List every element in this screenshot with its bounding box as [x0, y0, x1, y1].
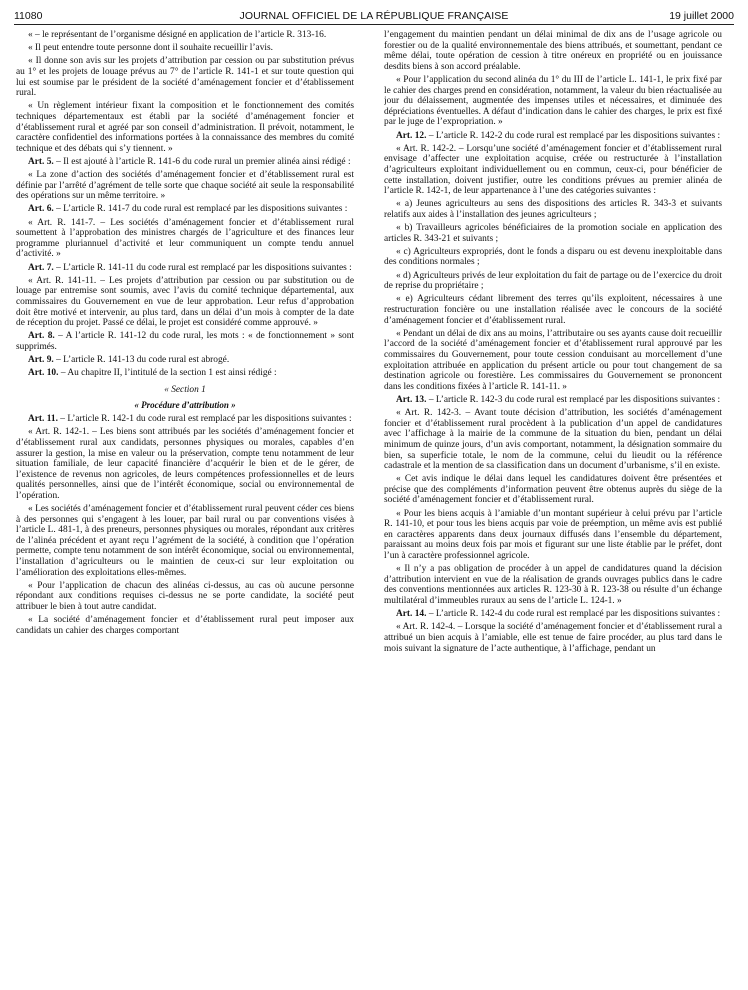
article-paragraph [16, 263, 354, 274]
article-text: – L’article R. 141-11 du code rural est remplacé par les dispositions suivantes : [53, 262, 352, 273]
body-paragraph: l’engagement du maintien pendant un délai minimal de dix ans de l’usage agricole ou forestier ou de la qualité environnementale des biens attribués, et soumettant, pendant ce même délai, toute opération de cession à titre onéreux en propriété ou en jouissance desdits biens à son accord préalable. [384, 30, 722, 72]
header-rule [14, 24, 734, 25]
body-paragraph: « a) Jeunes agriculteurs au sens des dispositions des articles R. 343-3 et suivants relatifs aux aides à l’installation des jeunes agriculteurs ; [384, 199, 722, 220]
article-paragraph [384, 609, 722, 620]
body-paragraph: « Pendant un délai de dix ans au moins, l’attributaire ou ses ayants cause doit recueillir l’accord de la société d’aménagement foncier et d’établissement rural approuvé par les commissaires du Gouvernement, pour toute cession conduisant au morcellement d’une exploitation attribuée en application du présent article ou pour tout changement de sa destination agricole ou forestière. Les commissaires du Gouvernement se prononcent dans les conditions fixées à l’article R. 141-11. » [384, 328, 722, 392]
article-paragraph [16, 368, 354, 379]
article-number: Art. 5. [28, 156, 54, 167]
body-paragraph: « Art. R. 142-2. – Lorsqu’une société d’aménagement foncier et d’établissement rural envisage d’affecter une exploitation acquise, créée ou restructurée à l’installation d’agriculteurs exploitant individuellement ou en commun, ceux-ci, pour bénéficier de cette installation, doivent justifier, outre les conditions prévues au premier alinéa de l’article R. 142-1, de leur appartenance à l’une des catégories suivantes : [384, 143, 722, 197]
section-heading: « Section 1 [164, 384, 206, 395]
article-number: Art. 8. [28, 331, 55, 342]
article-text: – L’article R. 141-7 du code rural est remplacé par les dispositions suivantes : [53, 204, 348, 215]
right-column [384, 30, 722, 988]
body-paragraph: « Pour les biens acquis à l’amiable d’un montant supérieur à celui prévu par l’article R. 141-10, et pour tous les biens acquis par voie de préemption, un même avis est publié en caractères apparents dans deux journaux diffusés dans l’ensemble du département, paraissant au moins deux fois par mois et figurant sur une liste établie par le préfet, dont l’un à caractère professionnel agricole. [384, 508, 722, 562]
body-paragraph: « Il n’y a pas obligation de procéder à un appel de candidatures quand la décision d’attribution intervient en vue de la réalisation de grands ouvrages publics dans le cadre des conventions mentionnées aux articles R. 123-30 à R. 123-38 ou résulte d’un échange multilatéral d’immeubles ruraux au sens de l’article L. 124-1. » [384, 564, 722, 606]
body-paragraph: « Les sociétés d’aménagement foncier et d’établissement rural peuvent céder ces biens à des personnes qui s’engagent à les louer, par bail rural ou par conventions visées à l’article L. 481-1, à des preneurs, personnes physiques ou morales, répondant aux critères de l’alinéa précédent et ayant reçu l’agrément de la société, à condition que l’opération permette, compte tenu notamment de son intérêt économique, social ou environnemental, l’installation d’agriculteurs ou le maintien de ceux-ci sur leur exploitation ou l’amélioration des exploitations elles-mêmes. [16, 504, 354, 578]
article-number: Art. 6. [28, 204, 54, 215]
article-paragraph [384, 395, 722, 406]
body-paragraph: « d) Agriculteurs privés de leur exploitation du fait de partage ou de l’exercice du droit de reprise du propriétaire ; [384, 270, 722, 292]
article-paragraph [16, 355, 354, 366]
body-paragraph: « Un règlement intérieur fixant la composition et le fonctionnement des comités techniques départementaux est établi par la société d’aménagement foncier et d’établissement rural et agréé par son conseil d’administration. Il prévoit, notamment, le caractère confidentiel des informations portées à la connaissance des membres du comité technique et des débats qui s’y tiennent. » [16, 101, 354, 154]
article-text: – Il est ajouté à l’article R. 141-6 du code rural un premier alinéa ainsi rédigé : [53, 156, 351, 167]
body-paragraph: « e) Agriculteurs cédant librement des terres qu’ils exploitent, nécessaires à une restructuration foncière ou une installation réalisée avec le concours de la société d’aménagement foncier et d’établissement rural. [384, 294, 722, 326]
article-text: – L’article R. 142-2 du code rural est remplacé par les dispositions suivantes : [426, 130, 721, 141]
article-paragraph [16, 331, 354, 352]
body-paragraph: « Art. R. 142-4. – Lorsque la société d’aménagement foncier et d’établissement rural a attribué un bien acquis à l’amiable, elle est tenue de faire procéder, au plus tard dans le mois suivant la signature de l’acte authentique, à l’affichage, pendant un [384, 622, 722, 654]
article-number: Art. 10. [28, 368, 59, 379]
body-paragraph: « b) Travailleurs agricoles bénéficiaires de la promotion sociale en application des articles R. 343-21 et suivants ; [384, 223, 722, 244]
body-paragraph: « Il donne son avis sur les projets d’attribution par cession ou par substitution prévus au 1° et les projets de louage prévus au 7° de l’article R. 141-1 et sur toute question qui lui est soumise par le président de la société d’aménagement foncier et d’établissement rural. [16, 56, 354, 99]
article-number: Art. 7. [28, 262, 54, 273]
page-number: 11080 [14, 10, 43, 22]
body-paragraph: « Art. R. 142-3. – Avant toute décision d’attribution, les sociétés d’aménagement foncier et d’établissement rural procèdent à la publication d’un appel de candidatures avec l’affichage à la mairie de la commune de la situation du bien, pendant un délai minimum de quinze jours, d’un avis comportant, notamment, la désignation sommaire du bien, sa superficie totale, le nom de la commune, celui du lieudit ou la référence cadastrale et la mention de sa classification dans un document d’urbanisme, s’il en existe. [384, 408, 722, 472]
article-number: Art. 9. [28, 355, 54, 366]
issue-date: 19 juillet 2000 [669, 10, 734, 22]
article-text: – L’article R. 142-3 du code rural est remplacé par les dispositions suivantes : [426, 394, 721, 405]
section-subheading: « Procédure d’attribution » [134, 399, 236, 410]
body-paragraph: « Cet avis indique le délai dans lequel les candidatures doivent être présentées et précise que des compléments d’information peuvent être obtenus auprès du siège de la société d’aménagement foncier et d’établissement rural. [384, 474, 722, 506]
article-text: – Au chapitre II, l’intitulé de la section 1 est ainsi rédigé : [58, 368, 277, 379]
body-paragraph: « Art. R. 141-7. – Les sociétés d’aménagement foncier et d’établissement rural soumettent à l’approbation des ministres chargés de l’agriculture et des finances leur programme pluriannuel d’activité et leur communiquent un compte tendu annuel d’activité. » [16, 217, 354, 260]
body-paragraph: « La société d’aménagement foncier et d’établissement rural peut imposer aux candidats un cahier des charges comportant [16, 615, 354, 636]
body-paragraph: « Pour l’application du second alinéa du 1° du III de l’article L. 141-1, le prix fixé par le cahier des charges prend en considération, notamment, la valeur du bien réactualisée au jour du délaissement, augmentée des impenses utiles et nécessaires, et diminuée des dépréciations éventuelles. A défaut d’indication dans le cahier des charges, le prix est fixé par le juge de l’expropriation. » [384, 74, 722, 128]
article-paragraph [16, 204, 354, 215]
article-paragraph [384, 131, 722, 142]
article-paragraph [16, 414, 354, 425]
article-number: Art. 12. [396, 130, 427, 141]
body-paragraph: « Art. R. 141-11. – Les projets d’attribution par cession ou par substitution ou de louage par entremise sont soumis, avec l’avis du comité technique départemental, aux commissaires du Gouvernement en vue de leur approbation. Leur refus d’approbation doit être motivé et intervenir, au plus tard, dans un délai d’un mois à compter de la date de réception du projet. Passé ce délai, le projet est considéré comme approuvé. » [16, 275, 354, 329]
article-number: Art. 13. [396, 394, 427, 405]
article-text: – L’article R. 142-1 du code rural est remplacé par les dispositions suivantes : [57, 414, 352, 425]
body-paragraph: « La zone d’action des sociétés d’aménagement foncier et d’établissement rural est définie par l’arrêté d’agrément de telle sorte que chaque société ait seule la responsabilité des opérations sur un même territoire. » [16, 170, 354, 202]
article-text: – L’article R. 142-4 du code rural est remplacé par les dispositions suivantes : [426, 609, 721, 620]
article-number: Art. 11. [28, 414, 58, 425]
article-text: – L’article R. 141-13 du code rural est abrogé. [53, 355, 230, 366]
left-column [16, 30, 354, 988]
article-paragraph [16, 157, 354, 168]
body-paragraph: « Art. R. 142-1. – Les biens sont attribués par les sociétés d’aménagement foncier et d’établissement rural aux candidats, personnes physiques ou morales, capables d’en assurer la gestion, la mise en valeur ou la préservation, compte tenu notamment de leur situation familiale, de leur capacité financière d’acquérir le bien et de le gérer, de l’existence de revenus non agricoles, de leurs compétences professionnelles et de leurs qualités personnelles, ainsi que de l’intérêt économique, social ou environnemental de l’opération. [16, 427, 354, 501]
page-header [14, 8, 734, 24]
journal-title: JOURNAL OFFICIEL DE LA RÉPUBLIQUE FRANÇAISE [239, 10, 509, 22]
body-paragraph: « c) Agriculteurs expropriés, dont le fonds a disparu ou est devenu inexploitable dans des conditions normales ; [384, 246, 722, 268]
article-text: – A l’article R. 141-12 du code rural, les mots : « de fonctionnement » sont supprimés. [16, 331, 354, 352]
body-paragraph: « Il peut entendre toute personne dont il souhaite recueillir l’avis. [28, 43, 273, 54]
body-paragraph: « – le représentant de l’organisme désigné en application de l’article R. 313-16. [28, 30, 327, 40]
body-paragraph: « Pour l’application de chacun des alinéas ci-dessus, au cas où aucune personne répondant aux conditions requises ci-dessus ne se porte candidate, la société peut attribuer le bien à tout autre candidat. [16, 580, 354, 612]
article-number: Art. 14. [396, 609, 427, 620]
